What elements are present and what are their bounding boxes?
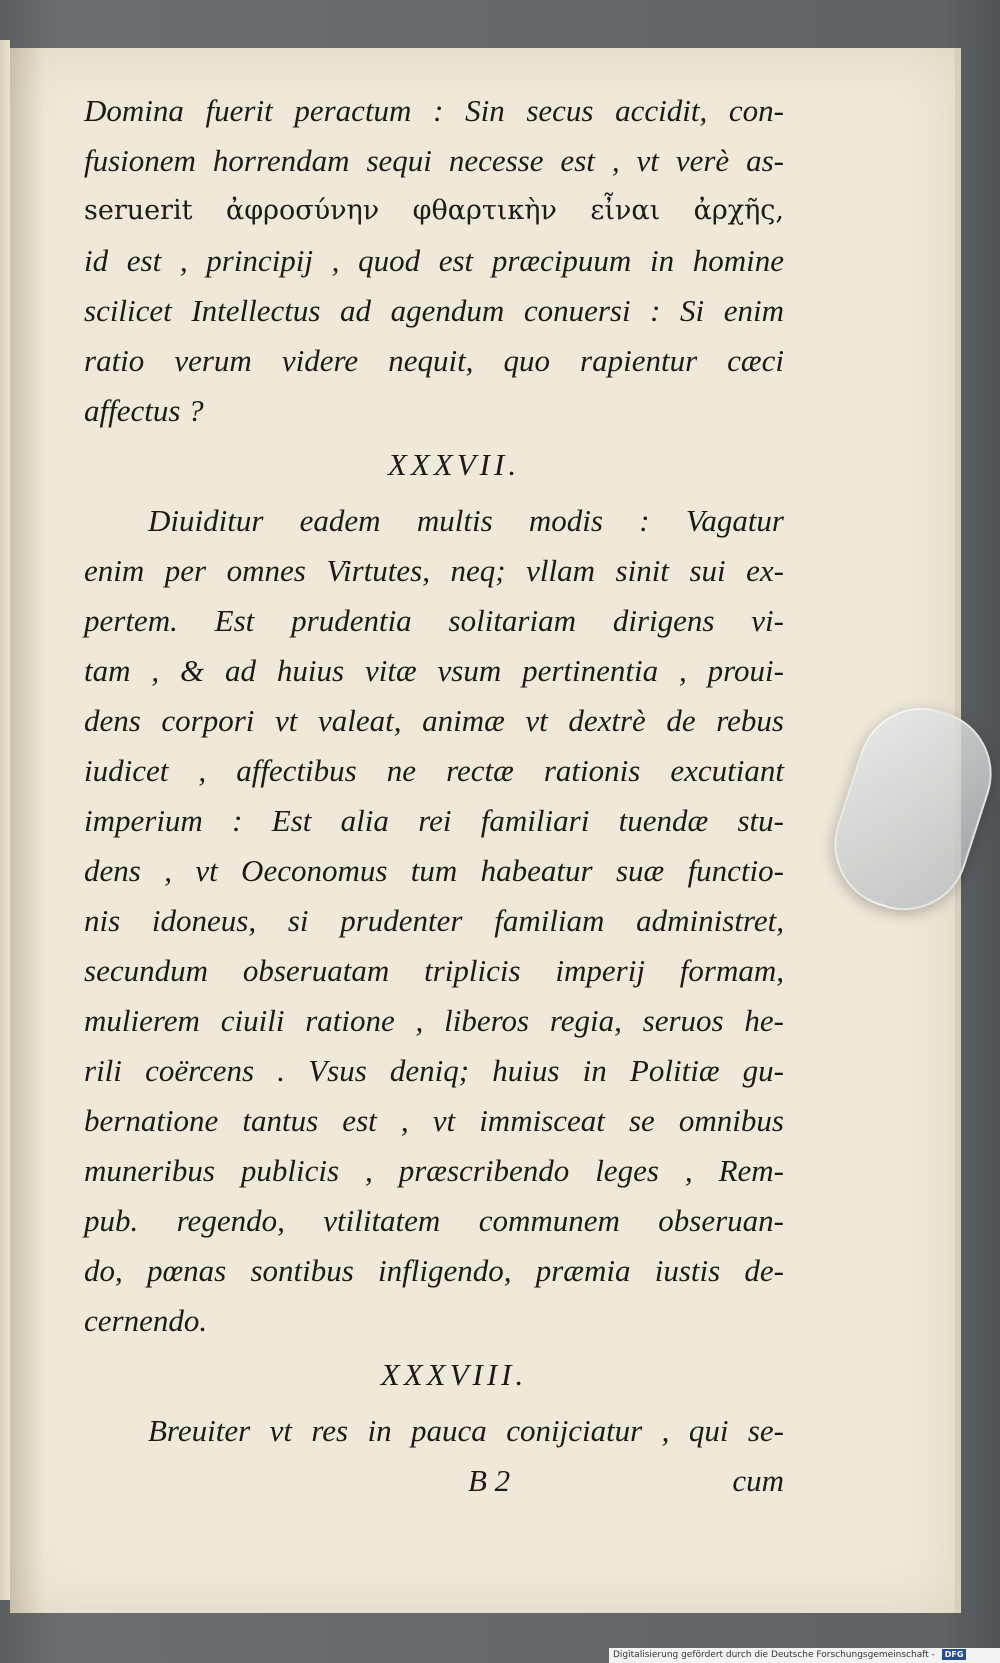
digitization-credit [609,1648,1000,1663]
text-line: ratio verum videre nequit, quo rapientur cæci [84,343,784,378]
text-line: bernatione tantus est , vt immisceat se omnibus [84,1103,784,1138]
text-line: affectus ? [84,393,204,428]
page-text [84,86,784,1506]
text-line-greek: seruerit ἀφροσύνην φθαρτικὴν εἶναι ἀρχῆς, [84,195,784,226]
section-heading: XXXVIII. [380,1357,528,1392]
text-line: cernendo. [84,1303,208,1338]
text-line: Diuiditur eadem multis modis : Vagatur [148,503,784,538]
text-line: Domina fuerit peractum : Sin secus accidit, con- [84,93,784,128]
text-line: rili coërcens . Vsus deniq; huius in Politiæ gu- [84,1053,784,1088]
text-line: tam , & ad huius vitæ vsum pertinentia , proui- [84,653,784,688]
text-line: pub. regendo, vtilitatem communem obseruan- [84,1203,784,1238]
facing-page-edge [0,40,10,1600]
text-line: nis idoneus, si prudenter familiam administret, [84,903,784,938]
text-line: fusionem horrendam sequi necesse est , vt verè as- [84,143,784,178]
text-line: mulierem ciuili ratione , liberos regia, seruos he- [84,1003,784,1038]
text-line: iudicet , affectibus ne rectæ rationis excutiant [84,753,784,788]
text-line: pertem. Est prudentia solitariam dirigens vi- [84,603,784,638]
text-line: enim per omnes Virtutes, neq; vllam sinit sui ex- [84,553,784,588]
gutter-shadow [10,48,44,1613]
text-line: imperium : Est alia rei familiari tuendæ stu- [84,803,784,838]
section-heading: XXXVII. [387,447,521,482]
text-line: dens corpori vt valeat, animæ vt dextrè de rebus [84,703,784,738]
signature-mark: B 2 [468,1463,511,1498]
text-line: secundum obseruatam triplicis imperij formam, [84,953,784,988]
book-page [10,48,957,1613]
text-line: do, pœnas sontibus infligendo, præmia iustis de- [84,1253,784,1288]
catchword: cum [732,1463,784,1498]
text-line: scilicet Intellectus ad agendum conuersi : Si enim [84,293,784,328]
dfg-logo-icon: DFG [942,1649,967,1660]
text-line: id est , principij , quod est præcipuum in homine [84,243,784,278]
page-footer [84,1456,784,1506]
text-line: dens , vt Oeconomus tum habeatur suæ functio- [84,853,784,888]
text-line: muneribus publicis , præscribendo leges , Rem- [84,1153,784,1188]
text-line: Breuiter vt res in pauca conijciatur , qui se- [148,1413,784,1448]
credit-text: Digitalisierung gefördert durch die Deutsche Forschungsgemeinschaft - [613,1650,935,1660]
